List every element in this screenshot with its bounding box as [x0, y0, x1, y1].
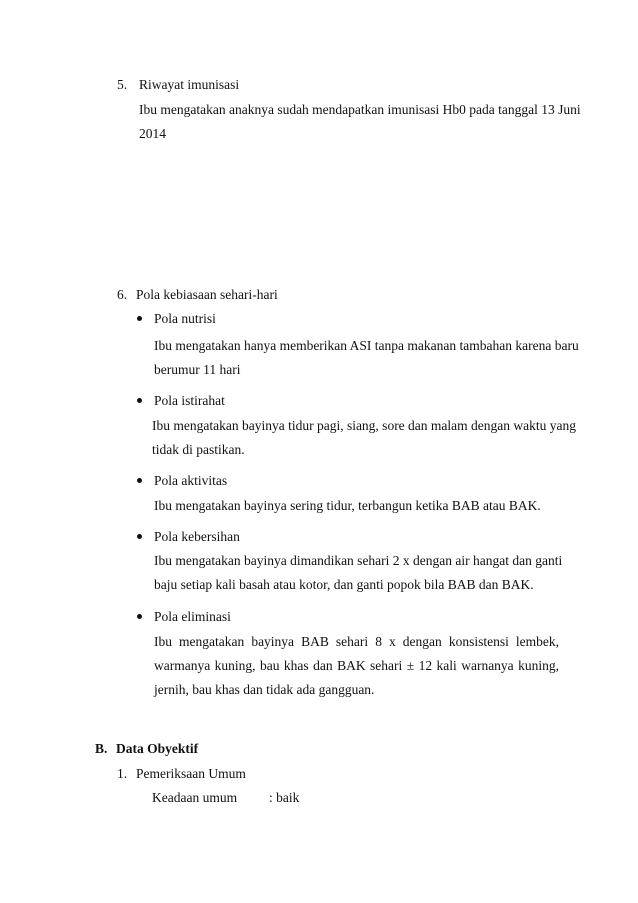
pola-eliminasi-line-3: jernih, bau khas dan tidak ada gangguan.: [154, 682, 375, 697]
bullet-icon: [137, 398, 142, 403]
pola-kebersihan-line-2: baju setiap kali basah atau kotor, dan ganti popok bila BAB dan BAK.: [154, 577, 534, 592]
bullet-icon: [137, 316, 142, 321]
pola-eliminasi-line-2: warmanya kuning, bau khas dan BAK sehari ± 12 kali warnanya kuning,: [154, 658, 559, 673]
section-b1-title: Pemeriksaan Umum: [136, 766, 246, 781]
pola-nutrisi-heading: Pola nutrisi: [154, 311, 216, 326]
pola-nutrisi-line-1: Ibu mengatakan hanya memberikan ASI tanpa makanan tambahan karena baru: [154, 338, 579, 353]
pola-istirahat-heading: Pola istirahat: [154, 393, 225, 408]
pola-aktivitas-heading: Pola aktivitas: [154, 473, 228, 488]
pola-kebersihan-heading: Pola kebersihan: [154, 529, 240, 544]
section-5-title: Riwayat imunisasi: [139, 77, 240, 92]
pola-istirahat-line-1: Ibu mengatakan bayinya tidur pagi, siang, sore dan malam dengan waktu yang: [152, 418, 576, 433]
bullet-icon: [137, 478, 142, 483]
section-b-label: B.: [95, 741, 108, 756]
section-5-text-line-1: Ibu mengatakan anaknya sudah mendapatkan imunisasi Hb0 pada tanggal 13 Juni: [139, 102, 581, 117]
pola-kebersihan-line-1: Ibu mengatakan bayinya dimandikan sehari 2 x dengan air hangat dan ganti: [154, 553, 563, 568]
pola-istirahat-line-2: tidak di pastikan.: [152, 442, 245, 457]
section-b-title: Data Obyektif: [116, 741, 199, 756]
section-b1-number: 1.: [117, 766, 128, 781]
section-5-text-line-2: 2014: [139, 126, 166, 141]
section-5-number: 5.: [117, 77, 128, 92]
section-6-number: 6.: [117, 287, 128, 302]
pola-nutrisi-line-2: berumur 11 hari: [154, 362, 241, 377]
keadaan-umum-value: : baik: [269, 790, 300, 805]
pola-eliminasi-heading: Pola eliminasi: [154, 609, 231, 624]
section-6-title: Pola kebiasaan sehari-hari: [136, 287, 278, 302]
keadaan-umum-label: Keadaan umum: [152, 790, 238, 805]
pola-aktivitas-line-1: Ibu mengatakan bayinya sering tidur, terbangun ketika BAB atau BAK.: [154, 498, 541, 513]
pola-eliminasi-line-1: Ibu mengatakan bayinya BAB sehari 8 x dengan konsistensi lembek,: [154, 634, 559, 649]
bullet-icon: [137, 614, 142, 619]
bullet-icon: [137, 534, 142, 539]
